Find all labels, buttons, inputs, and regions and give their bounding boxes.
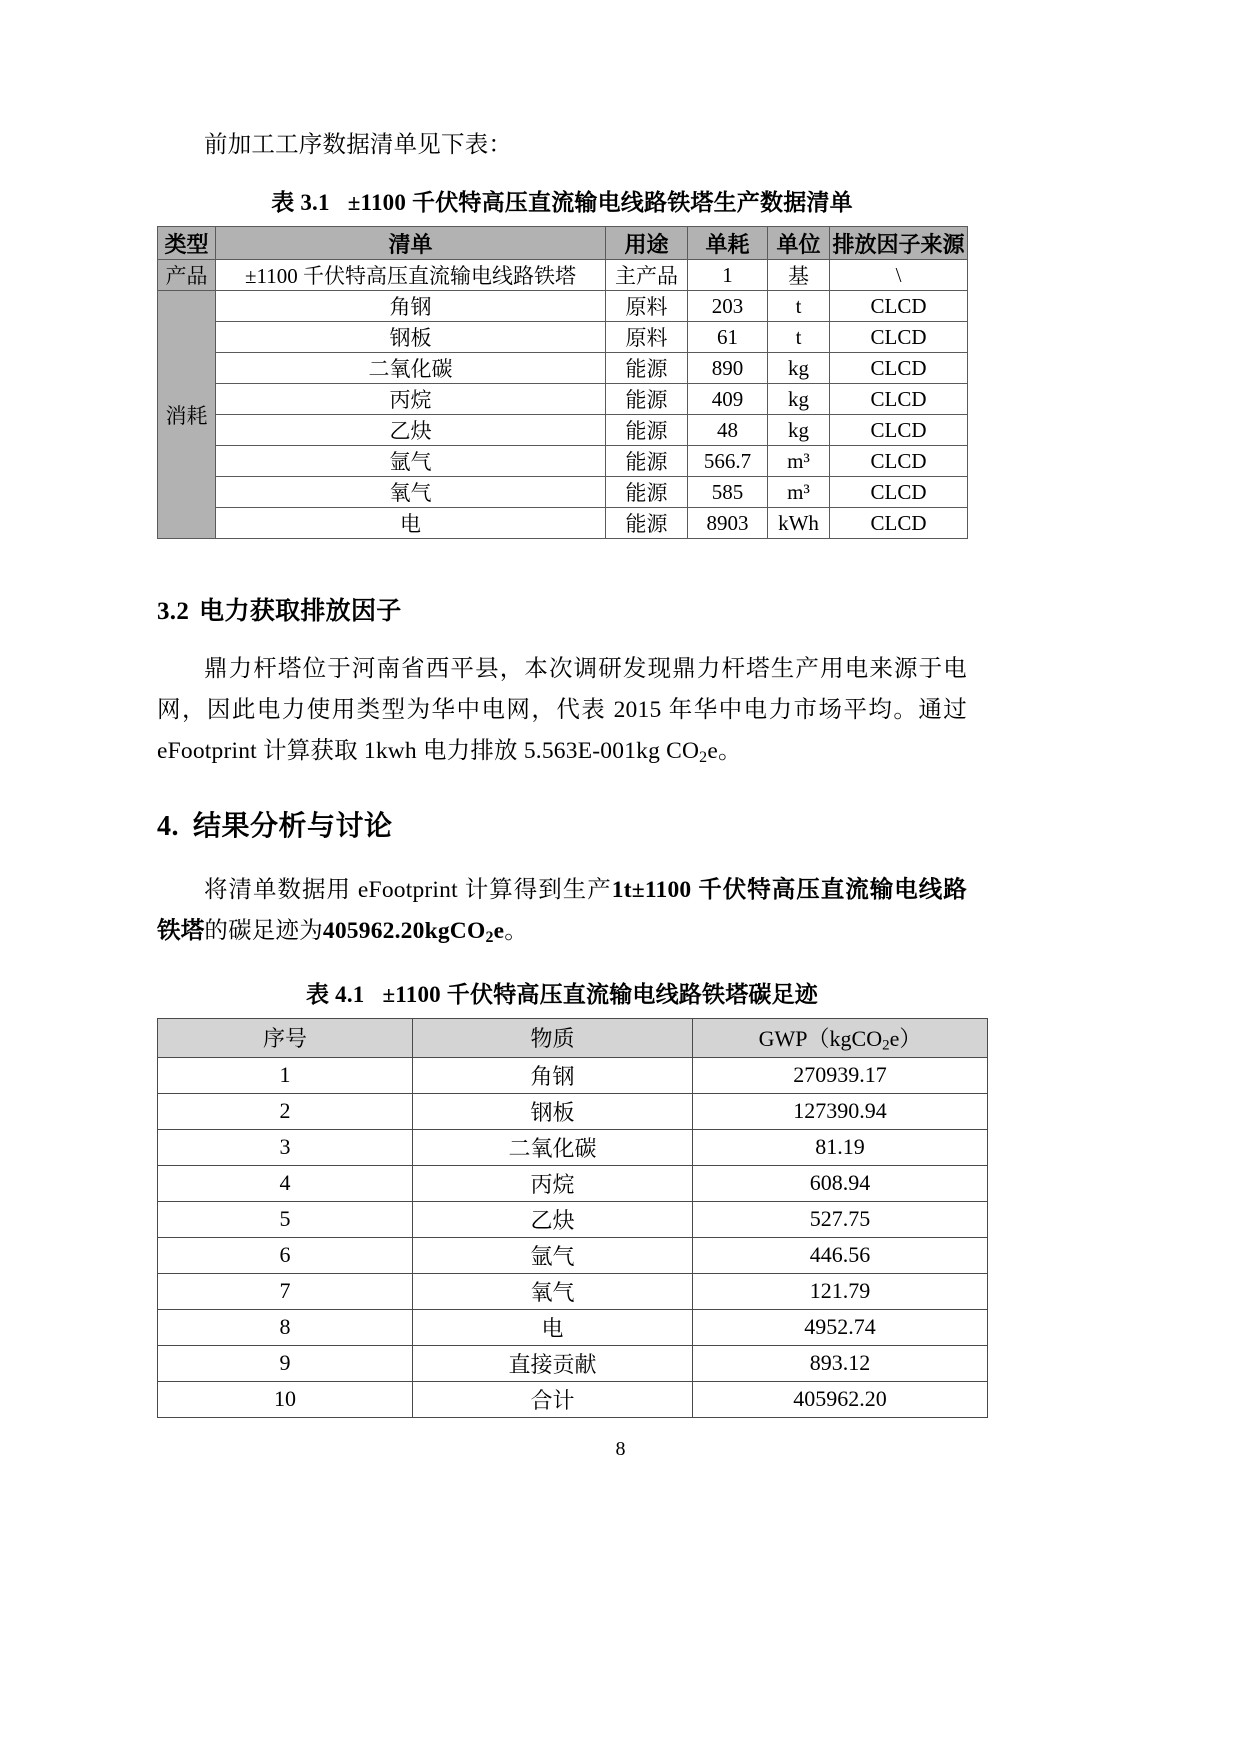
table-3-1-group-product: 产品 <box>158 260 216 291</box>
table-3-1-header-unit: 单位 <box>768 227 830 260</box>
table-4-1-cell-gwp: 446.56 <box>693 1237 988 1273</box>
co2-subscript: 2 <box>699 748 708 766</box>
table-3-1-cell-source: CLCD <box>830 322 968 353</box>
table-3-1 <box>157 226 968 539</box>
table-4-1-header-substance: 物质 <box>413 1018 693 1057</box>
table-3-1-cell-item: 钢板 <box>216 322 606 353</box>
co2-subscript: 2 <box>882 1037 890 1054</box>
table-3-1-cell-use: 能源 <box>606 353 688 384</box>
table-4-1-header-row <box>158 1018 988 1057</box>
table-3-1-cell-item: 氩气 <box>216 446 606 477</box>
table-row <box>158 508 968 539</box>
table-4-1-cell-substance: 角钢 <box>413 1057 693 1093</box>
table-3-1-cell-unit: 基 <box>768 260 830 291</box>
table-3-1-cell-source: CLCD <box>830 477 968 508</box>
table-4-1-cell-no: 4 <box>158 1165 413 1201</box>
table-3-1-cell-use: 能源 <box>606 508 688 539</box>
table-4-1-cell-gwp: 121.79 <box>693 1273 988 1309</box>
table-3-1-group-consume: 消耗 <box>158 291 216 539</box>
table-3-1-cell-consumption: 585 <box>688 477 768 508</box>
table-3-1-header-type: 类型 <box>158 227 216 260</box>
heading-4-number: 4. <box>157 810 179 842</box>
table-4-1-header-gwp-suffix: e） <box>889 1025 922 1051</box>
section-4-bold-value-text: 405962.20kgCO <box>322 917 486 944</box>
table-3-1-cell-use: 能源 <box>606 477 688 508</box>
table-4-1-header-gwp <box>693 1018 988 1057</box>
table-3-1-cell-item: 乙炔 <box>216 415 606 446</box>
table-4-1-cell-substance: 丙烷 <box>413 1165 693 1201</box>
spacer <box>157 166 967 184</box>
table-4-1-cell-substance: 合计 <box>413 1381 693 1417</box>
table-3-1-cell-unit: m³ <box>768 446 830 477</box>
table-row <box>158 1381 988 1417</box>
spacer <box>157 844 967 870</box>
section-4-paragraph-lead: 将清单数据用 eFootprint 计算得到生产 <box>204 876 612 903</box>
table-3-1-cell-item: 角钢 <box>216 291 606 322</box>
table-3-1-caption-title: ±1100 千伏特高压直流输电线路铁塔生产数据清单 <box>347 190 853 215</box>
table-3-1-cell-item: ±1100 千伏特高压直流输电线路铁塔 <box>216 260 606 291</box>
table-3-1-cell-unit: m³ <box>768 477 830 508</box>
co2-subscript: 2 <box>485 928 494 946</box>
table-4-1-cell-substance: 氧气 <box>413 1273 693 1309</box>
table-4-1-caption-title: ±1100 千伏特高压直流输电线路铁塔碳足迹 <box>382 981 818 1007</box>
page-content <box>157 125 967 1418</box>
table-3-1-cell-source: CLCD <box>830 508 968 539</box>
table-4-1-cell-gwp: 608.94 <box>693 1165 988 1201</box>
spacer <box>157 539 967 591</box>
section-4-bold-product: 1t±1100 千伏特高压直流输电线路铁 <box>157 876 967 944</box>
section-4-bold-value <box>323 918 504 944</box>
table-3-1-cell-source: CLCD <box>830 384 968 415</box>
section-4-bold-value-suffix: e <box>493 917 505 944</box>
table-4-1-cell-substance: 乙炔 <box>413 1201 693 1237</box>
table-3-1-cell-use: 能源 <box>606 415 688 446</box>
table-4-1-cell-gwp: 527.75 <box>693 1201 988 1237</box>
heading-4 <box>157 804 967 844</box>
table-3-1-cell-unit: kg <box>768 384 830 415</box>
table-row <box>158 1273 988 1309</box>
table-3-1-cell-use: 原料 <box>606 291 688 322</box>
table-3-1-cell-source: \ <box>830 260 968 291</box>
table-4-1-cell-no: 10 <box>158 1381 413 1417</box>
table-3-1-cell-unit: t <box>768 322 830 353</box>
table-4-1-cell-gwp: 405962.20 <box>693 1381 988 1417</box>
table-3-1-cell-source: CLCD <box>830 291 968 322</box>
table-row <box>158 1345 988 1381</box>
table-4-1-cell-no: 8 <box>158 1309 413 1345</box>
table-3-1-cell-unit: kg <box>768 353 830 384</box>
table-row <box>158 415 968 446</box>
table-3-1-cell-use: 原料 <box>606 322 688 353</box>
table-3-1-cell-source: CLCD <box>830 353 968 384</box>
table-3-1-cell-consumption: 890 <box>688 353 768 384</box>
table-4-1-cell-gwp: 81.19 <box>693 1129 988 1165</box>
table-row <box>158 260 968 291</box>
table-row <box>158 353 968 384</box>
table-4-1-cell-substance: 钢板 <box>413 1093 693 1129</box>
section-4-paragraph-tail: 。 <box>504 917 528 944</box>
table-3-1-cell-source: CLCD <box>830 446 968 477</box>
heading-4-title: 结果分析与讨论 <box>193 810 393 842</box>
table-4-1-cell-no: 1 <box>158 1057 413 1093</box>
table-4-1-cell-substance: 二氧化碳 <box>413 1129 693 1165</box>
table-4-1-cell-gwp: 270939.17 <box>693 1057 988 1093</box>
table-row <box>158 1309 988 1345</box>
spacer <box>157 958 967 976</box>
table-4-1-cell-no: 2 <box>158 1093 413 1129</box>
table-4-1-cell-no: 9 <box>158 1345 413 1381</box>
section-4-bold-product-cont: 塔 <box>180 917 205 944</box>
table-row <box>158 1093 988 1129</box>
table-row <box>158 1165 988 1201</box>
table-4-1-header-gwp-prefix: GWP（kgCO <box>758 1025 883 1051</box>
section-3-2-paragraph <box>157 649 967 778</box>
table-row <box>158 384 968 415</box>
section-4-paragraph <box>157 870 967 958</box>
intro-lead-text: 前加工工序数据清单见下表： <box>204 132 513 158</box>
table-3-1-cell-source: CLCD <box>830 415 968 446</box>
table-3-1-cell-consumption: 203 <box>688 291 768 322</box>
section-4-paragraph-mid: 的碳足迹为 <box>204 917 323 944</box>
table-4-1-caption-number: 表 4.1 <box>305 981 365 1007</box>
table-4-1-cell-substance: 直接贡献 <box>413 1345 693 1381</box>
table-3-1-cell-unit: kWh <box>768 508 830 539</box>
table-3-1-cell-unit: kg <box>768 415 830 446</box>
table-row <box>158 322 968 353</box>
table-row <box>158 1057 988 1093</box>
table-3-1-header-item: 清单 <box>216 227 606 260</box>
heading-3-2-number: 3.2 <box>157 598 190 625</box>
table-3-1-header-source: 排放因子来源 <box>830 227 968 260</box>
table-3-1-cell-item: 二氧化碳 <box>216 353 606 384</box>
table-row <box>158 446 968 477</box>
table-row <box>158 291 968 322</box>
table-4-1-cell-gwp: 4952.74 <box>693 1309 988 1345</box>
table-3-1-header-use: 用途 <box>606 227 688 260</box>
table-4-1-cell-substance: 氩气 <box>413 1237 693 1273</box>
heading-3-2 <box>157 591 967 627</box>
table-3-1-cell-consumption: 48 <box>688 415 768 446</box>
table-3-1-cell-unit: t <box>768 291 830 322</box>
table-3-1-cell-consumption: 8903 <box>688 508 768 539</box>
page-number: 8 <box>615 1438 626 1460</box>
table-4-1-header-no: 序号 <box>158 1018 413 1057</box>
table-4-1-cell-no: 7 <box>158 1273 413 1309</box>
table-3-1-cell-item: 电 <box>216 508 606 539</box>
table-3-1-caption-number: 表 3.1 <box>271 190 330 215</box>
section-3-2-paragraph-tail: e。 <box>707 738 742 764</box>
spacer <box>157 778 967 804</box>
table-3-1-cell-consumption: 409 <box>688 384 768 415</box>
table-4-1-cell-gwp: 127390.94 <box>693 1093 988 1129</box>
table-row <box>158 1237 988 1273</box>
spacer <box>157 627 967 649</box>
table-4-1-cell-no: 5 <box>158 1201 413 1237</box>
table-4-1-caption <box>157 976 967 1009</box>
table-4-1 <box>157 1018 988 1418</box>
table-row <box>158 1129 988 1165</box>
table-row <box>158 1201 988 1237</box>
table-3-1-header-row <box>158 227 968 260</box>
table-row <box>158 477 968 508</box>
table-3-1-cell-use: 主产品 <box>606 260 688 291</box>
table-3-1-cell-use: 能源 <box>606 446 688 477</box>
table-4-1-cell-no: 6 <box>158 1237 413 1273</box>
table-4-1-cell-no: 3 <box>158 1129 413 1165</box>
table-3-1-cell-consumption: 1 <box>688 260 768 291</box>
table-3-1-header-consumption: 单耗 <box>688 227 768 260</box>
table-4-1-cell-substance: 电 <box>413 1309 693 1345</box>
table-3-1-cell-item: 丙烷 <box>216 384 606 415</box>
table-3-1-caption <box>157 184 967 217</box>
table-3-1-cell-use: 能源 <box>606 384 688 415</box>
section-3-2-paragraph-text: 鼎力杆塔位于河南省西平县，本次调研发现鼎力杆塔生产用电来源于电网，因此电力使用类型为华中电网，代表 2015 年华中电力市场平均。通过 eFootprint 计算获取 1kwh 电力排放 5.563E-001kg CO <box>157 656 967 764</box>
table-3-1-cell-consumption: 61 <box>688 322 768 353</box>
table-4-1-cell-gwp: 893.12 <box>693 1345 988 1381</box>
table-3-1-cell-consumption: 566.7 <box>688 446 768 477</box>
heading-3-2-title: 电力获取排放因子 <box>199 598 402 625</box>
table-3-1-cell-item: 氧气 <box>216 477 606 508</box>
